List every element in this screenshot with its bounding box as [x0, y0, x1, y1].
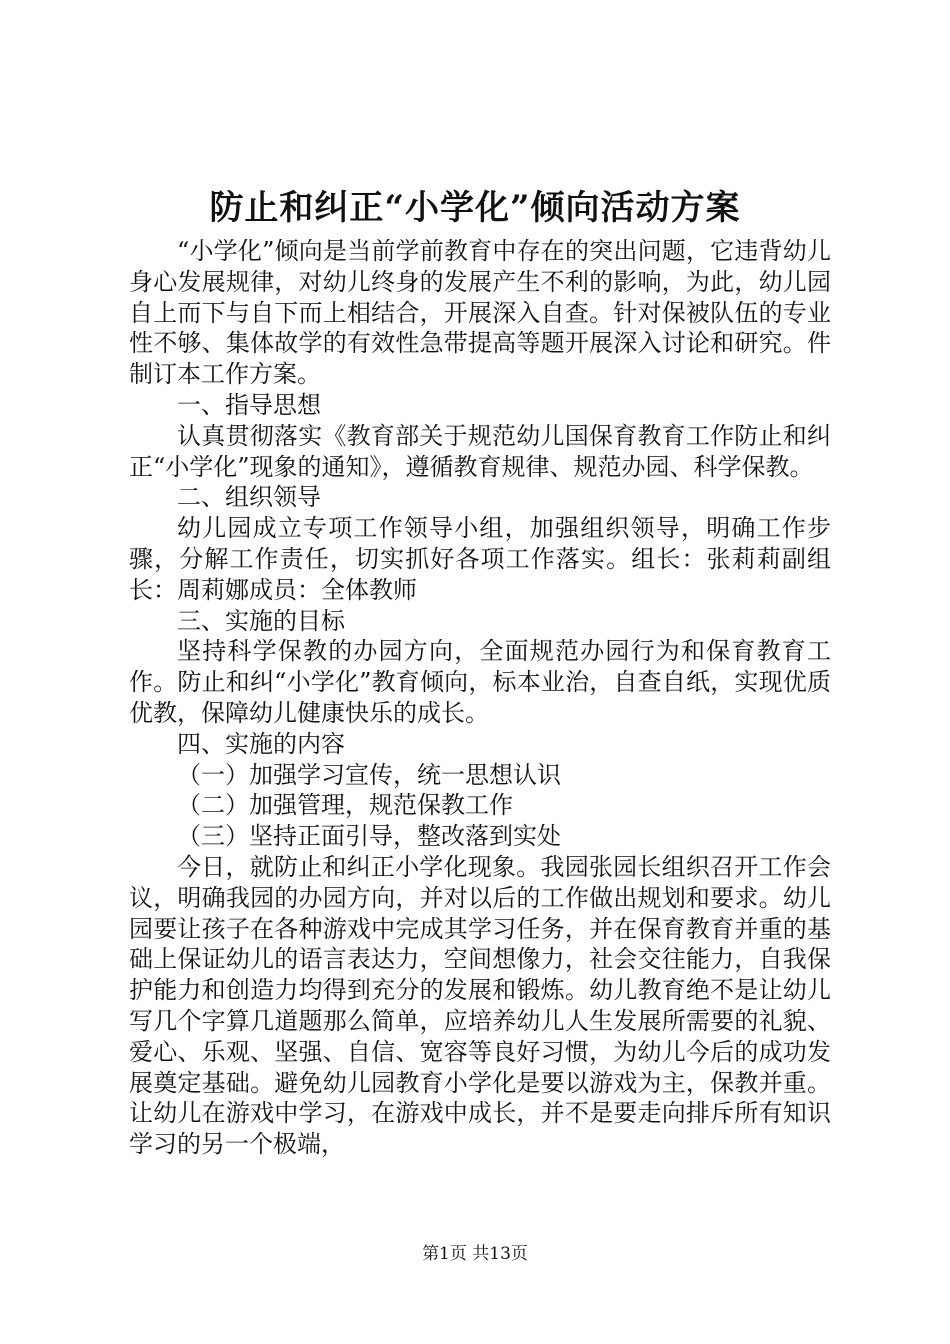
organization-paragraph: 幼儿园成立专项工作领导小组，加强组织领导，明确工作步骤，分解工作责任，切实抓好各项工作落实。组长：张莉莉副组长：周莉娜成员：全体教师	[129, 514, 831, 604]
document-title: 防止和纠正“小学化”倾向活动方案	[209, 188, 741, 228]
page-number-footer: 第1页 共13页	[422, 1244, 528, 1264]
section-heading-organization: 二、组织领导	[177, 483, 321, 512]
section-heading-goals: 三、实施的目标	[177, 606, 345, 635]
summary-paragraph: 今日，就防止和纠正小学化现象。我园张园长组织召开工作会议，明确我园的办园方向，并对以后的工作做出规划和要求。幼儿园要让孩子在各种游戏中完成其学习任务，并在保育教育并重的基础上保证幼儿的语言表达力，空间想像力，社会交往能力，自我保护能力和创造力均得到充分的发展和锻炼。幼儿教育绝不是让幼儿写几个字算几道题那么简单，应培养幼儿人生发展所需要的礼貌、爱心、乐观、坚强、自信、宽容等良好习惯，为幼儿今后的成功发展奠定基础。避免幼儿园教育小学化是要以游戏为主，保教并重。让幼儿在游戏中学习，在游戏中成长，并不是要走向排斥所有知识学习的另一个极端，	[129, 852, 831, 1159]
guiding-ideology-paragraph: 认真贯彻落实《教育部关于规范幼儿国保育教育工作防止和纠正“小学化”现象的通知》，遵循教育规律、规范办园、科学保教。	[129, 421, 831, 481]
content-item-2: （二）加强管理，规范保教工作	[177, 791, 513, 820]
content-item-1: （一）加强学习宣传，统一思想认识	[177, 760, 561, 789]
section-heading-content: 四、实施的内容	[177, 729, 345, 758]
section-heading-guiding-ideology: 一、指导思想	[177, 390, 321, 419]
intro-paragraph: “小学化”倾向是当前学前教育中存在的突出问题，它违背幼儿身心发展规律，对幼儿终身的发展产生不利的影响，为此，幼儿园自上而下与自下而上相结合，开展深入自查。针对保被队伍的专业性不够、集体故学的有效性急带提高等题开展深入讨论和研究。件制订本工作方案。	[129, 237, 831, 389]
goals-paragraph: 坚持科学保教的办园方向，全面规范办园行为和保育教育工作。防止和纠“小学化”教育倾向，标本业治，自查自纸，实现优质优教，保障幼儿健康快乐的成长。	[129, 637, 831, 727]
content-item-3: （三）坚持正面引导，整改落到实处	[177, 822, 561, 851]
document-body	[129, 236, 831, 1160]
